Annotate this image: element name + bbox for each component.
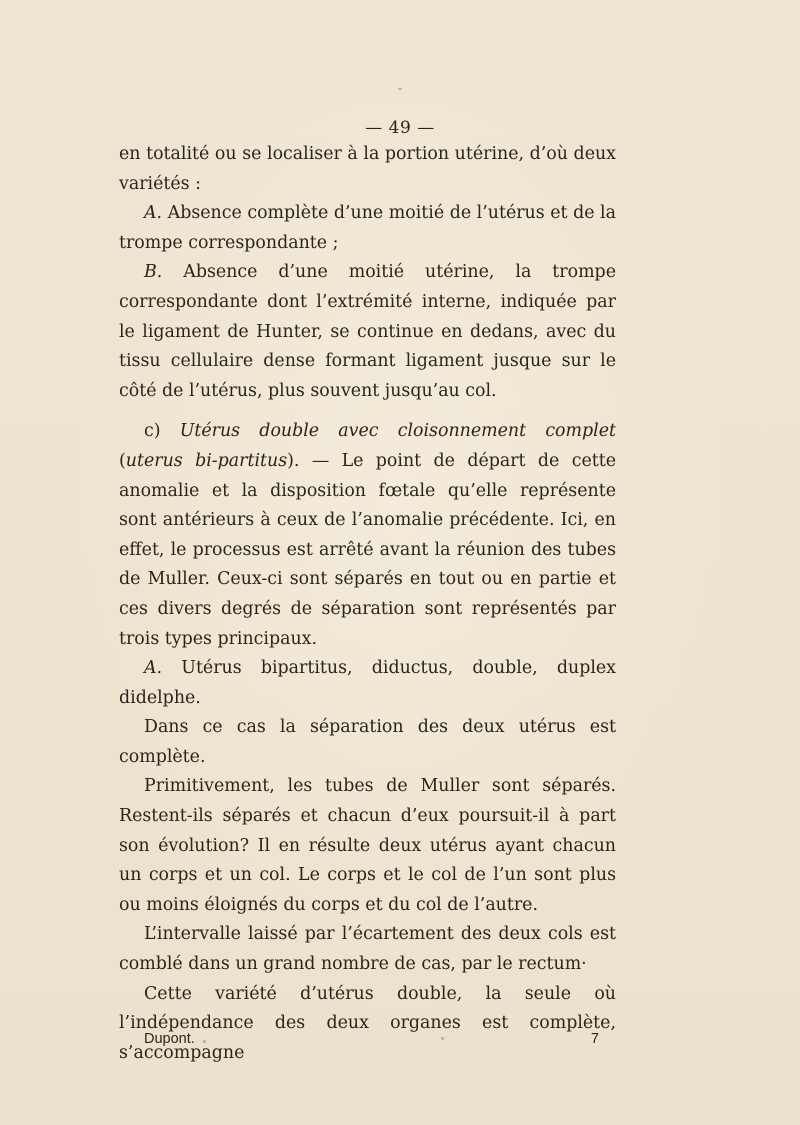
section-c-title: Utérus double avec cloisonnement complet: [179, 421, 616, 442]
paragraph-primitive: Primitivement, les tubes de Muller sont séparés. Restent-ils séparés et chacun d’eux poursuit-il à part son évolution? Il en résulte deux utérus ayant chacun un corps et un col. Le corps et le col de l’un sont plus ou moins éloignés du corps et du col de l’autre.: [119, 776, 616, 915]
paper-speck: [441, 1037, 444, 1040]
section-c-paren-close: ).: [287, 450, 300, 471]
signature-line: [144, 1031, 599, 1047]
section-c-marker: c): [144, 421, 180, 442]
paper-speck: [203, 1040, 206, 1043]
paragraph-separation: Dans ce cas la séparation des deux utérus est complète.: [119, 717, 616, 767]
paragraph-variety-b: [119, 258, 616, 406]
paper-speck: [398, 88, 402, 90]
section-c-paren-open: (: [119, 450, 126, 471]
signature-author: Dupont.: [144, 1031, 195, 1047]
type-a-marker: A.: [144, 658, 163, 679]
paragraph-type-a: [119, 654, 616, 713]
paragraph-variety-a: [119, 199, 616, 258]
variety-a-text: Absence complète d’une moitié de l’utérus et de la trompe correspondante ;: [119, 203, 616, 253]
section-c-latin: uterus bi-partitus: [125, 450, 288, 471]
variety-b-text: Absence d’une moitié utérine, la trompe correspondante dont l’extrémité interne, indiquée par le ligament de Hunter, se continue en dedans, avec du tissu cellulaire dense formant ligament jusque sur le côté de l’utérus, plus souvent jusqu’au col.: [119, 262, 616, 401]
paragraph-variete: Cette variété d’utérus double, la seule où l’indépendance des deux organes est complète, s’accompagne: [119, 983, 616, 1063]
page-body: [119, 140, 616, 1068]
paragraph-section-c: [119, 417, 616, 654]
variety-a-marker: A.: [144, 203, 163, 224]
type-a-text: Utérus bipartitus, diductus, double, duplex didelphe.: [119, 658, 616, 708]
signature-sheet-number: 7: [590, 1031, 599, 1047]
paragraph-intervalle: L’intervalle laissé par l’écartement des deux cols est comblé dans un grand nombre de cas, par le rectum·: [119, 924, 616, 975]
variety-b-marker: B.: [144, 262, 163, 283]
section-c-text: — Le point de départ de cette anomalie et la disposition fœtale qu’elle représente sont antérieurs à ceux de l’anomalie précédente. Ici, en effet, le processus est arrêté avant la réunion des tubes de Muller. Ceux-ci sont séparés en tout ou en partie et ces divers degrés de séparation sont représentés par trois types principaux.: [119, 450, 617, 649]
page-number: — 49 —: [365, 118, 435, 138]
paragraph-intro: en totalité ou se localiser à la portion utérine, d’où deux variétés :: [119, 144, 616, 194]
